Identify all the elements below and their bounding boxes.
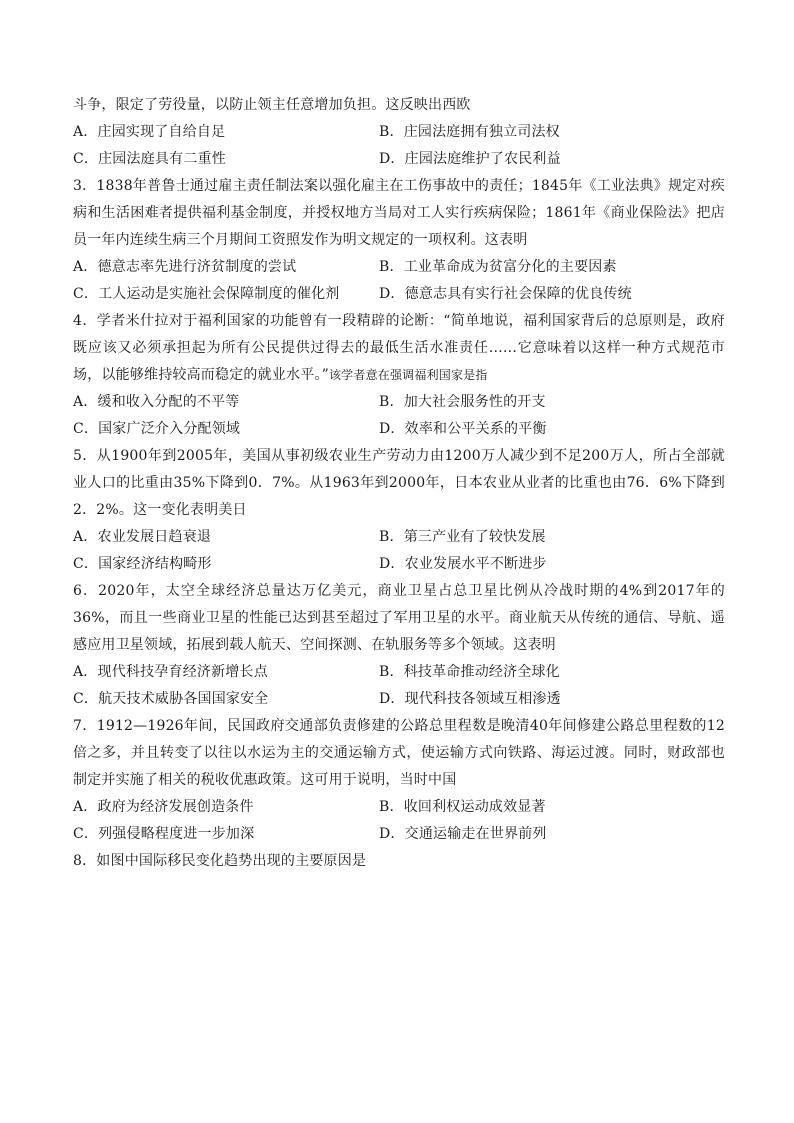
question-7-stem: 7．1912—1926年间，民国政府交通部负责修建的公路总里程数是晚清40年间修建公路总里程数的12倍之多，并且转变了以往以水运为主的交通运输方式，使运输方式向铁路、海运过渡。同时，财政部也制定并实施了相关的税收优惠政策。这可用于说明，当时中国 — [73, 718, 725, 788]
option-a: A．庄园实现了自给自足 — [73, 124, 226, 140]
option-a: A．农业发展日趋衰退 — [73, 529, 212, 545]
question-6-stem: 6．2020年，太空全球经济总量达万亿美元，商业卫星占总卫星比例从冷战时期的4%到2017年的36%，而且一些商业卫星的性能已达到甚至超过了军用卫星的水平。商业航天从传统的通信、导航、遥感应用卫星领域，拓展到载人航天、空间探测、在轨服务等多个领域。这表明 — [73, 583, 725, 653]
question-4-stem — [73, 308, 725, 389]
option-c: C．国家广泛介入分配领域 — [73, 421, 241, 437]
question-8 — [73, 848, 725, 875]
question-3-stem: 3．1838年普鲁士通过雇主责任制法案以强化雇主在工伤事故中的责任；1845年《工业法典》规定对疾病和生活困难者提供福利基金制度，并授权地方当局对工人实行疾病保险；1861年《商业保险法》把店员一年内连续生病三个月期间工资照发作为明文规定的一项权利。这表明 — [73, 178, 725, 248]
option-b: B．第三产业有了较快发展 — [379, 529, 546, 545]
question-6 — [73, 578, 725, 713]
question-3 — [73, 173, 725, 308]
option-d: D．庄园法庭维护了农民利益 — [379, 151, 561, 167]
option-a: A．政府为经济发展创造条件 — [73, 799, 254, 815]
question-7-options — [73, 794, 725, 848]
option-b: B．工业革命成为贫富分化的主要因素 — [379, 259, 617, 275]
question-3-options — [73, 254, 725, 308]
question-2-options — [73, 119, 725, 173]
question-2-stem: 斗争，限定了劳役量，以防止领主任意增加负担。这反映出西欧 — [73, 97, 471, 113]
option-a: A．现代科技孕育经济新增长点 — [73, 664, 268, 680]
option-b: B．庄园法庭拥有独立司法权 — [379, 124, 560, 140]
option-c: C．庄园法庭具有二重性 — [73, 151, 226, 167]
option-b: B．科技革命推动经济全球化 — [379, 664, 560, 680]
question-4 — [73, 308, 725, 443]
option-c: C．列强侵略程度进一步加深 — [73, 826, 255, 842]
option-b: B．收回利权运动成效显著 — [379, 799, 546, 815]
question-4-stem-main: 4．学者米什拉对于福利国家的功能曾有一段精辟的论断：“简单地说，福利国家背后的总原则是，政府既应该又必须承担起为所有公民提供过得去的最低生活水准责任……它意味着以这样一种方式规范市场，以能够维持较高而稳定的就业水平。” — [73, 313, 725, 383]
question-5-options — [73, 524, 725, 578]
question-6-options — [73, 659, 725, 713]
option-d: D．现代科技各领域互相渗透 — [379, 691, 561, 707]
option-c: C．工人运动是实施社会保障制度的催化剂 — [73, 286, 340, 302]
option-b: B．加大社会服务性的开支 — [379, 394, 546, 410]
question-7 — [73, 713, 725, 848]
option-d: D．交通运输走在世界前列 — [379, 826, 547, 842]
question-4-options — [73, 389, 725, 443]
option-a: A．德意志率先进行济贫制度的尝试 — [73, 259, 297, 275]
option-a: A．缓和收入分配的不平等 — [73, 394, 240, 410]
question-4-stem-small: 该学者意在强调福利国家是指 — [328, 368, 488, 382]
option-c: C．航天技术威胁各国国家安全 — [73, 691, 269, 707]
question-5 — [73, 443, 725, 578]
option-c: C．国家经济结构畸形 — [73, 556, 212, 572]
question-5-stem: 5．从1900年到2005年，美国从事初级农业生产劳动力由1200万人减少到不足200万人，所占全部就业人口的比重由35%下降到0．7%。从1963年到2000年，日本农业从业者的比重也由76．6%下降到2．2%。这一变化表明美日 — [73, 448, 725, 518]
question-2 — [73, 92, 725, 173]
option-d: D．农业发展水平不断进步 — [379, 556, 547, 572]
exam-page — [73, 92, 725, 875]
question-8-stem: 8．如图中国际移民变化趋势出现的主要原因是 — [73, 853, 367, 869]
option-d: D．德意志具有实行社会保障的优良传统 — [379, 286, 632, 302]
option-d: D．效率和公平关系的平衡 — [379, 421, 547, 437]
